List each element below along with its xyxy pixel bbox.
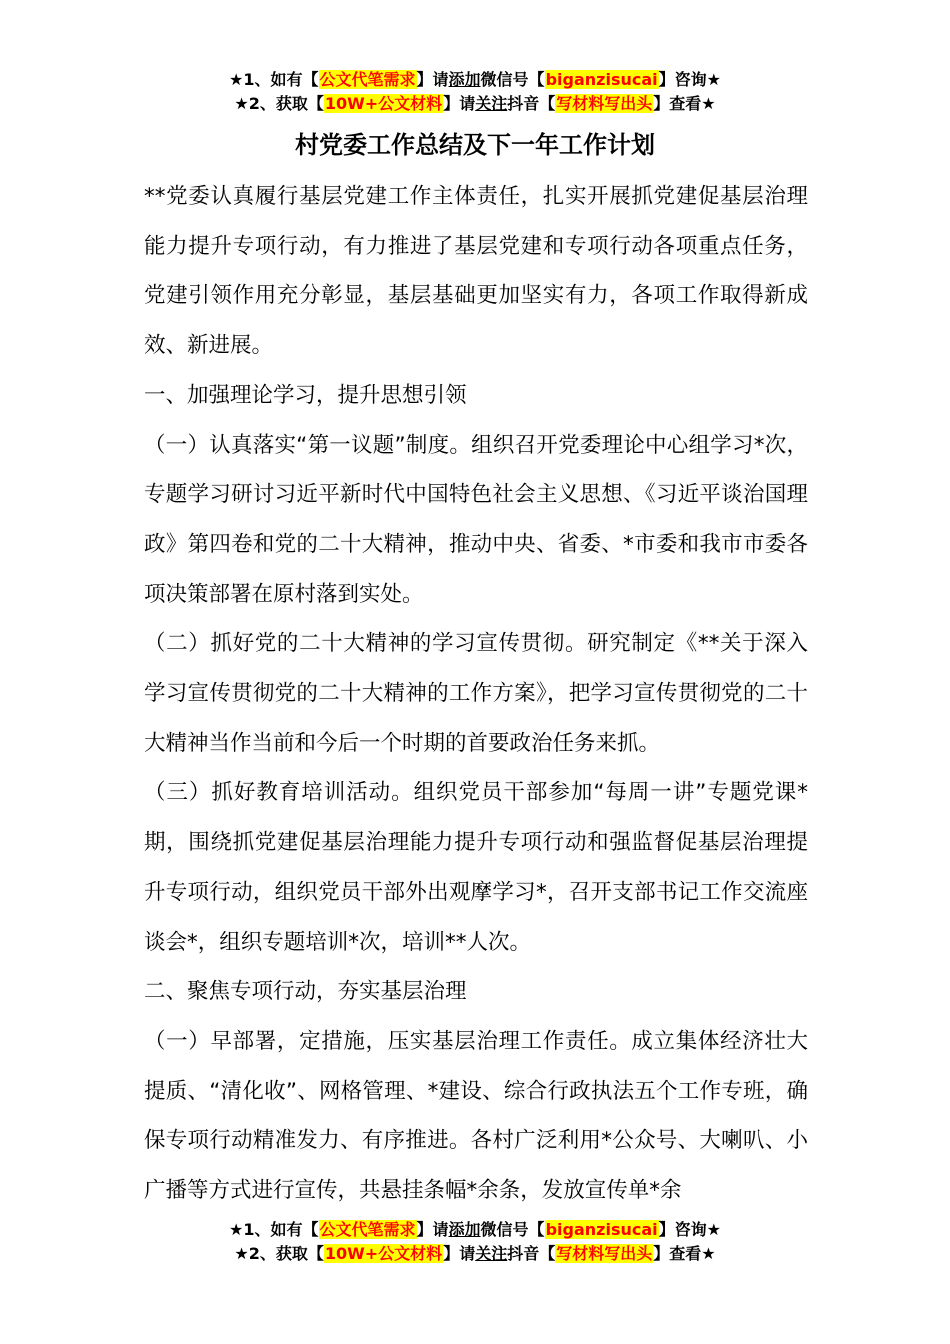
- wechat-id-highlight: biganzisucai: [545, 70, 658, 89]
- promo-text: ★2、获取【: [234, 94, 324, 113]
- promo-highlight: 10W+公文材料: [324, 94, 443, 113]
- promo-line-2: [0, 92, 950, 116]
- body-paragraph: （一）早部署，定措施，压实基层治理工作责任。成立集体经济壮大提质、“清化收”、网格管理、*建设、综合行政执法五个工作专班，确保专项行动精准发力、有序推进。各村广泛利用*公众号、大喇叭、小广播等方式进行宣传，共悬挂条幅*余条，发放宣传单*余: [144, 1028, 808, 1204]
- promo-text: 抖音【: [507, 94, 556, 113]
- promo-text: 抖音【: [507, 1244, 556, 1263]
- promo-text: 微信号【: [480, 70, 545, 89]
- promo-banner-bottom: [0, 1218, 950, 1266]
- promo-text: 】请: [443, 1244, 476, 1263]
- promo-text: ★2、获取【: [234, 1244, 324, 1263]
- wechat-id-highlight: biganzisucai: [545, 1220, 658, 1239]
- promo-line-2: [0, 1242, 950, 1266]
- promo-text: 】请: [416, 70, 449, 89]
- promo-underline-text: 添加: [448, 1220, 481, 1239]
- promo-underline-text: 添加: [448, 70, 481, 89]
- promo-line-1: [0, 1218, 950, 1242]
- intro-paragraph: **党委认真履行基层党建工作主体责任，扎实开展抓党建促基层治理能力提升专项行动，有力推进了基层党建和专项行动各项重点任务，党建引领作用充分彰显，基层基础更加坚实有力，各项工作取得新成效、新进展。: [144, 184, 808, 359]
- promo-banner-top: [0, 68, 950, 116]
- douyin-highlight: 写材料写出头: [556, 1244, 653, 1263]
- document-body: [144, 172, 808, 1216]
- promo-line-1: [0, 68, 950, 92]
- promo-underline-text: 关注: [475, 1244, 508, 1263]
- promo-highlight: 10W+公文材料: [324, 1244, 443, 1263]
- body-paragraph: （三）抓好教育培训活动。组织党员干部参加“每周一讲”专题党课*期，围绕抓党建促基层治理能力提升专项行动和强监督促基层治理提升专项行动，组织党员干部外出观摩学习*，召开支部书记工作交流座谈会*，组织专题培训*次，培训**人次。: [144, 780, 808, 955]
- section-heading-2: 二、聚焦专项行动，夯实基层治理: [144, 979, 467, 1005]
- promo-text: 微信号【: [480, 1220, 545, 1239]
- promo-highlight: 公文代笔需求: [319, 70, 416, 89]
- document-title: 村党委工作总结及下一年工作计划: [295, 131, 655, 159]
- body-paragraph: （二）抓好党的二十大精神的学习宣传贯彻。研究制定《**关于深入学习宣传贯彻党的二十大精神的工作方案》，把学习宣传贯彻党的二十大精神当作当前和今后一个时期的首要政治任务来抓。: [144, 631, 808, 756]
- promo-text: ★1、如有【: [229, 1220, 319, 1239]
- promo-highlight: 公文代笔需求: [319, 1220, 416, 1239]
- promo-underline-text: 关注: [475, 94, 508, 113]
- douyin-highlight: 写材料写出头: [556, 94, 653, 113]
- body-paragraph: （一）认真落实“第一议题”制度。组织召开党委理论中心组学习*次，专题学习研讨习近平新时代中国特色社会主义思想、《习近平谈治国理政》第四卷和党的二十大精神，推动中央、省委、*市委和我市市委各项决策部署在原村落到实处。: [144, 432, 808, 607]
- promo-text: 】咨询★: [658, 1220, 721, 1239]
- promo-text: 】请: [443, 94, 476, 113]
- promo-text: 】咨询★: [658, 70, 721, 89]
- promo-text: 】查看★: [653, 1244, 716, 1263]
- promo-text: 】请: [416, 1220, 449, 1239]
- section-heading-1: 一、加强理论学习，提升思想引领: [144, 382, 467, 408]
- promo-text: ★1、如有【: [229, 70, 319, 89]
- promo-text: 】查看★: [653, 94, 716, 113]
